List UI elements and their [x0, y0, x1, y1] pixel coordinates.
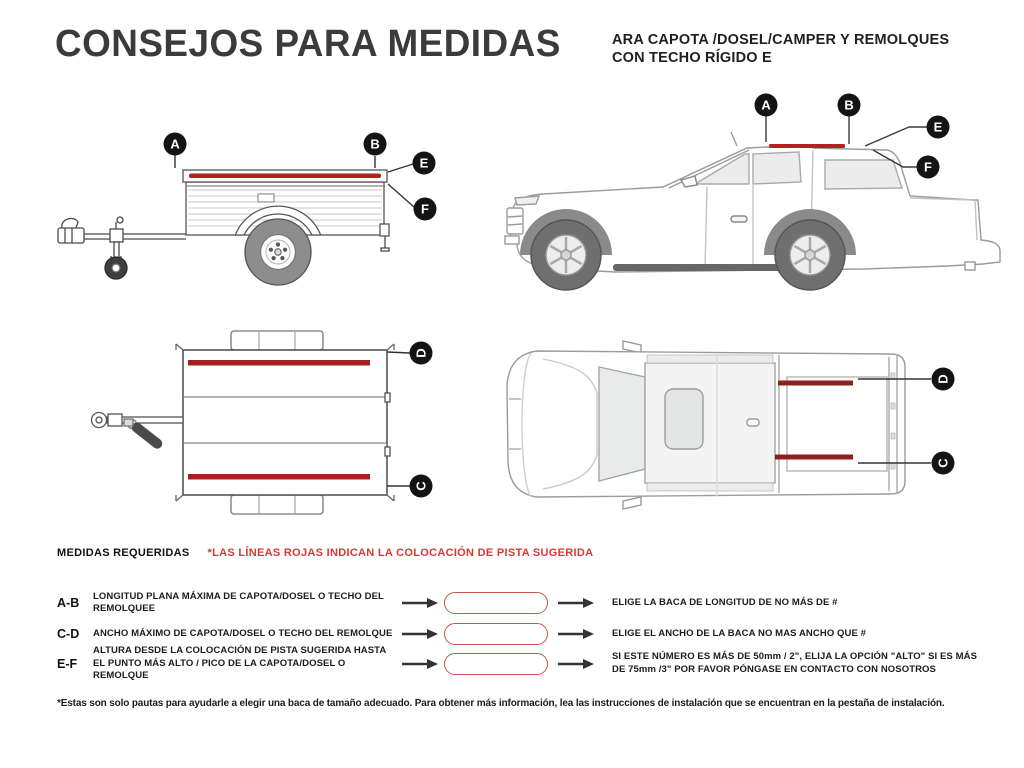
trailer-wheel — [245, 219, 311, 285]
suggested-track-line — [769, 144, 845, 148]
marker-f — [917, 156, 940, 179]
jockey-handle — [124, 419, 164, 451]
marker-d — [410, 342, 433, 365]
measurement-entry-box — [444, 592, 548, 614]
trailer-coupler — [58, 218, 84, 243]
svg-text:E: E — [933, 119, 943, 135]
svg-text:A: A — [761, 97, 771, 113]
suggested-track-line — [189, 174, 381, 179]
trailer-side-view-diagram — [50, 98, 445, 310]
legend-header — [57, 547, 593, 559]
arrow-right-icon — [548, 597, 604, 609]
measure-description: LONGITUD PLANA MÁXIMA DE CAPOTA/DOSEL O TECHO DEL REMOLQUEE — [93, 590, 384, 614]
trailer-top-view-diagram — [50, 323, 445, 528]
measure-label: E-F — [57, 657, 78, 671]
marker-a — [164, 133, 187, 156]
suggested-track-line — [778, 381, 853, 386]
marker-connectors — [387, 352, 410, 486]
truck-rear-wheel — [775, 220, 845, 290]
truck-top-view-diagram — [495, 333, 980, 533]
measure-result: SI ESTE NÚMERO ES MÁS DE 50mm / 2", ELIJA LA OPCIÓN "ALTO" SI ES MÁS DE 75mm /3" POR FAVOR PÓNGASE EN CONTACTO CON NOSOTROS — [612, 651, 978, 675]
svg-text:C: C — [935, 458, 951, 468]
svg-text:D: D — [413, 348, 429, 358]
subtitle-line-2: CON TECHO RÍGIDO E — [612, 50, 772, 66]
suggested-track-line — [775, 455, 853, 460]
trailer-top-drawing — [92, 331, 395, 514]
marker-e — [927, 116, 950, 139]
arrow-right-icon — [396, 597, 444, 609]
svg-text:B: B — [844, 97, 854, 113]
truck-drawing — [505, 132, 1000, 290]
legend-heading: MEDIDAS REQUERIDAS — [57, 547, 190, 559]
marker-a — [755, 94, 778, 117]
measure-result: ELIGE LA BACA DE LONGITUD DE NO MÁS DE # — [612, 596, 838, 608]
svg-text:C: C — [413, 481, 429, 491]
footer-note: *Estas son solo pautas para ayudarle a elegir una baca de tamaño adecuado. Para obtener más información, lea las instrucciones de instalación que se encuentran en la pestaña de instalación. — [57, 698, 945, 709]
truck-front-wheel — [531, 220, 601, 290]
marker-b — [364, 133, 387, 156]
marker-c — [932, 452, 955, 475]
marker-b — [838, 94, 861, 117]
measure-label: C-D — [57, 627, 80, 641]
measure-row-ef — [57, 645, 984, 683]
measure-description: ALTURA DESDE LA COLOCACIÓN DE PISTA SUGERIDA HASTA EL PUNTO MÁS ALTO / PICO DE LA CAPOTA/DOSEL O REMOLQUE — [93, 645, 386, 682]
svg-text:F: F — [924, 159, 932, 175]
subtitle-line-1: ARA CAPOTA /DOSEL/CAMPER Y REMOLQUES — [612, 32, 950, 48]
measurement-entry-box — [444, 623, 548, 645]
page-title: CONSEJOS PARA MEDIDAS — [55, 23, 561, 65]
truck-side-view-diagram — [495, 88, 1024, 303]
measure-result: ELIGE EL ANCHO DE LA BACA NO MAS ANCHO QUE # — [612, 627, 867, 639]
marker-e — [413, 152, 436, 175]
measurement-entry-box — [444, 653, 548, 675]
measure-row-ab — [57, 585, 984, 621]
marker-d — [932, 368, 955, 391]
svg-text:D: D — [935, 374, 951, 384]
suggested-track-line — [188, 360, 370, 366]
measure-description: ANCHO MÁXIMO DE CAPOTA/DOSEL O TECHO DEL REMOLQUE — [93, 627, 393, 639]
measure-label: A-B — [57, 596, 80, 610]
page-subtitle — [612, 31, 949, 67]
trailer-drawing — [58, 170, 389, 285]
suggested-track-line — [188, 474, 370, 480]
arrow-right-icon — [548, 628, 604, 640]
jockey-wheel — [105, 217, 127, 279]
legend-red-note: *LAS LÍNEAS ROJAS INDICAN LA COLOCACIÓN DE PISTA SUGERIDA — [207, 547, 594, 559]
marker-c — [410, 475, 433, 498]
measure-row-cd — [57, 621, 984, 647]
arrow-right-icon — [548, 658, 604, 670]
svg-text:F: F — [421, 201, 429, 217]
arrow-right-icon — [396, 628, 444, 640]
arrow-right-icon — [396, 658, 444, 670]
svg-text:A: A — [170, 136, 180, 152]
svg-text:B: B — [370, 136, 380, 152]
svg-text:E: E — [419, 155, 429, 171]
truck-top-drawing — [507, 341, 905, 509]
marker-f — [414, 198, 437, 221]
